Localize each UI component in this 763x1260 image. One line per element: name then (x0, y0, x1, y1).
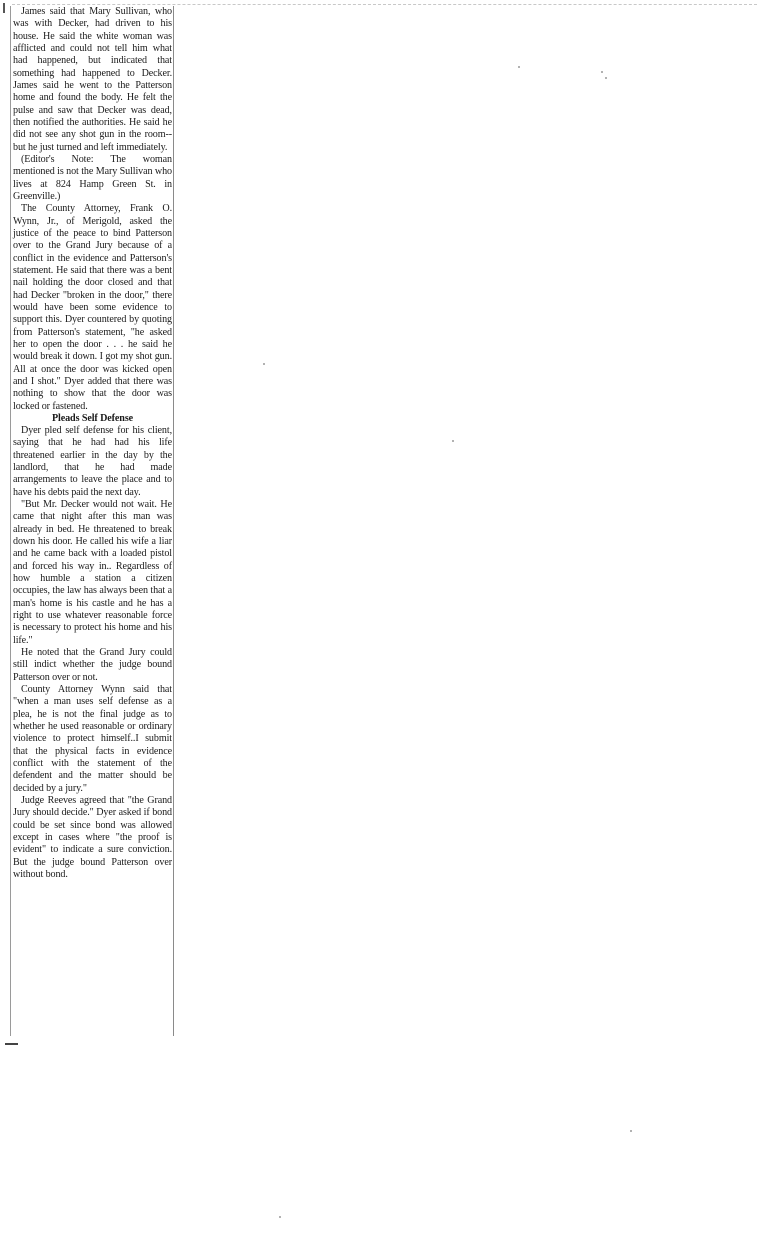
paragraph-james-statement: James said that Mary Sullivan, who was with Decker, had driven to his house. He said the white woman was afflicted and could not tell him what had happened, but indicated that something had happened to Decker. James said he went to the Patterson home and found the body. He felt the pulse and saw that Decker was dead, then notified the authorities. He said he did not see any shot gun in the room--but he just turned and left immediately. (13, 6, 172, 153)
paragraph-decker-quote: "But Mr. Decker would not wait. He came that night after this man was already in bed. He threatened to break down his door. He called his wife a liar and he came back with a loaded pistol and forced his way in.. Regardless of how humble a station a citizen occupies, the law has always been that a man's home is his castle and he has a right to use whatever reasonable force is necessary to protect his home and his life." (13, 499, 172, 646)
speck (601, 71, 603, 73)
speck (605, 77, 607, 79)
paragraph-dyer-pled: Dyer pled self defense for his client, saying that he had had his life threatened earlier in the day by the landlord, that he had made arrangements to leave the place and to have his debts paid the next day. (13, 425, 172, 498)
paragraph-county-attorney: The County Attorney, Frank O. Wynn, Jr., of Merigold, asked the justice of the peace to bind Patterson over to the Grand Jury because of a conflict in the evidence and Patterson's statement. He said that there was a bent nail holding the door closed and that had Decker "broken in the door," there would have been some evidence to support this. Dyer countered by quoting from Patterson's statement, "he asked her to open the door . . . he said he would break it down. I got my shot gun. All at once the door was kicked open and I shot." Dyer added that there was nothing to show that the door was locked or fastened. (13, 203, 172, 412)
speck (452, 440, 454, 442)
article-column (10, 6, 174, 1036)
top-dashed-rule (12, 4, 757, 5)
speck (263, 363, 265, 365)
corner-mark (3, 3, 5, 13)
speck (279, 1216, 281, 1218)
speck (518, 66, 520, 68)
paragraph-grand-jury-note: He noted that the Grand Jury could still indict whether the judge bound Patterson over or not. (13, 647, 172, 683)
speck (630, 1130, 632, 1132)
paragraph-wynn-statement: County Attorney Wynn said that "when a man uses self defense as a plea, he is not the final judge as to whether he used reasonable or ordinary violence to protect himself..I submit that the physical facts in evidence conflict with the statement of the defendent and the matter should be decided by a jury." (13, 684, 172, 794)
paragraph-editors-note: (Editor's Note: The woman mentioned is not the Mary Sullivan who lives at 824 Hamp Green St. in Greenville.) (13, 153, 172, 202)
paragraph-judge-reeves: Judge Reeves agreed that "the Grand Jury should decide." Dyer asked if bond could be set since bond was allowed except in cases where "the proof is evident" to indicate a sure conviction. But the judge bound Patterson over without bond. (13, 795, 172, 880)
bottom-mark (5, 1043, 18, 1045)
subhead-pleads-self-defense: Pleads Self Defense (51, 412, 134, 424)
article-body (13, 6, 172, 881)
